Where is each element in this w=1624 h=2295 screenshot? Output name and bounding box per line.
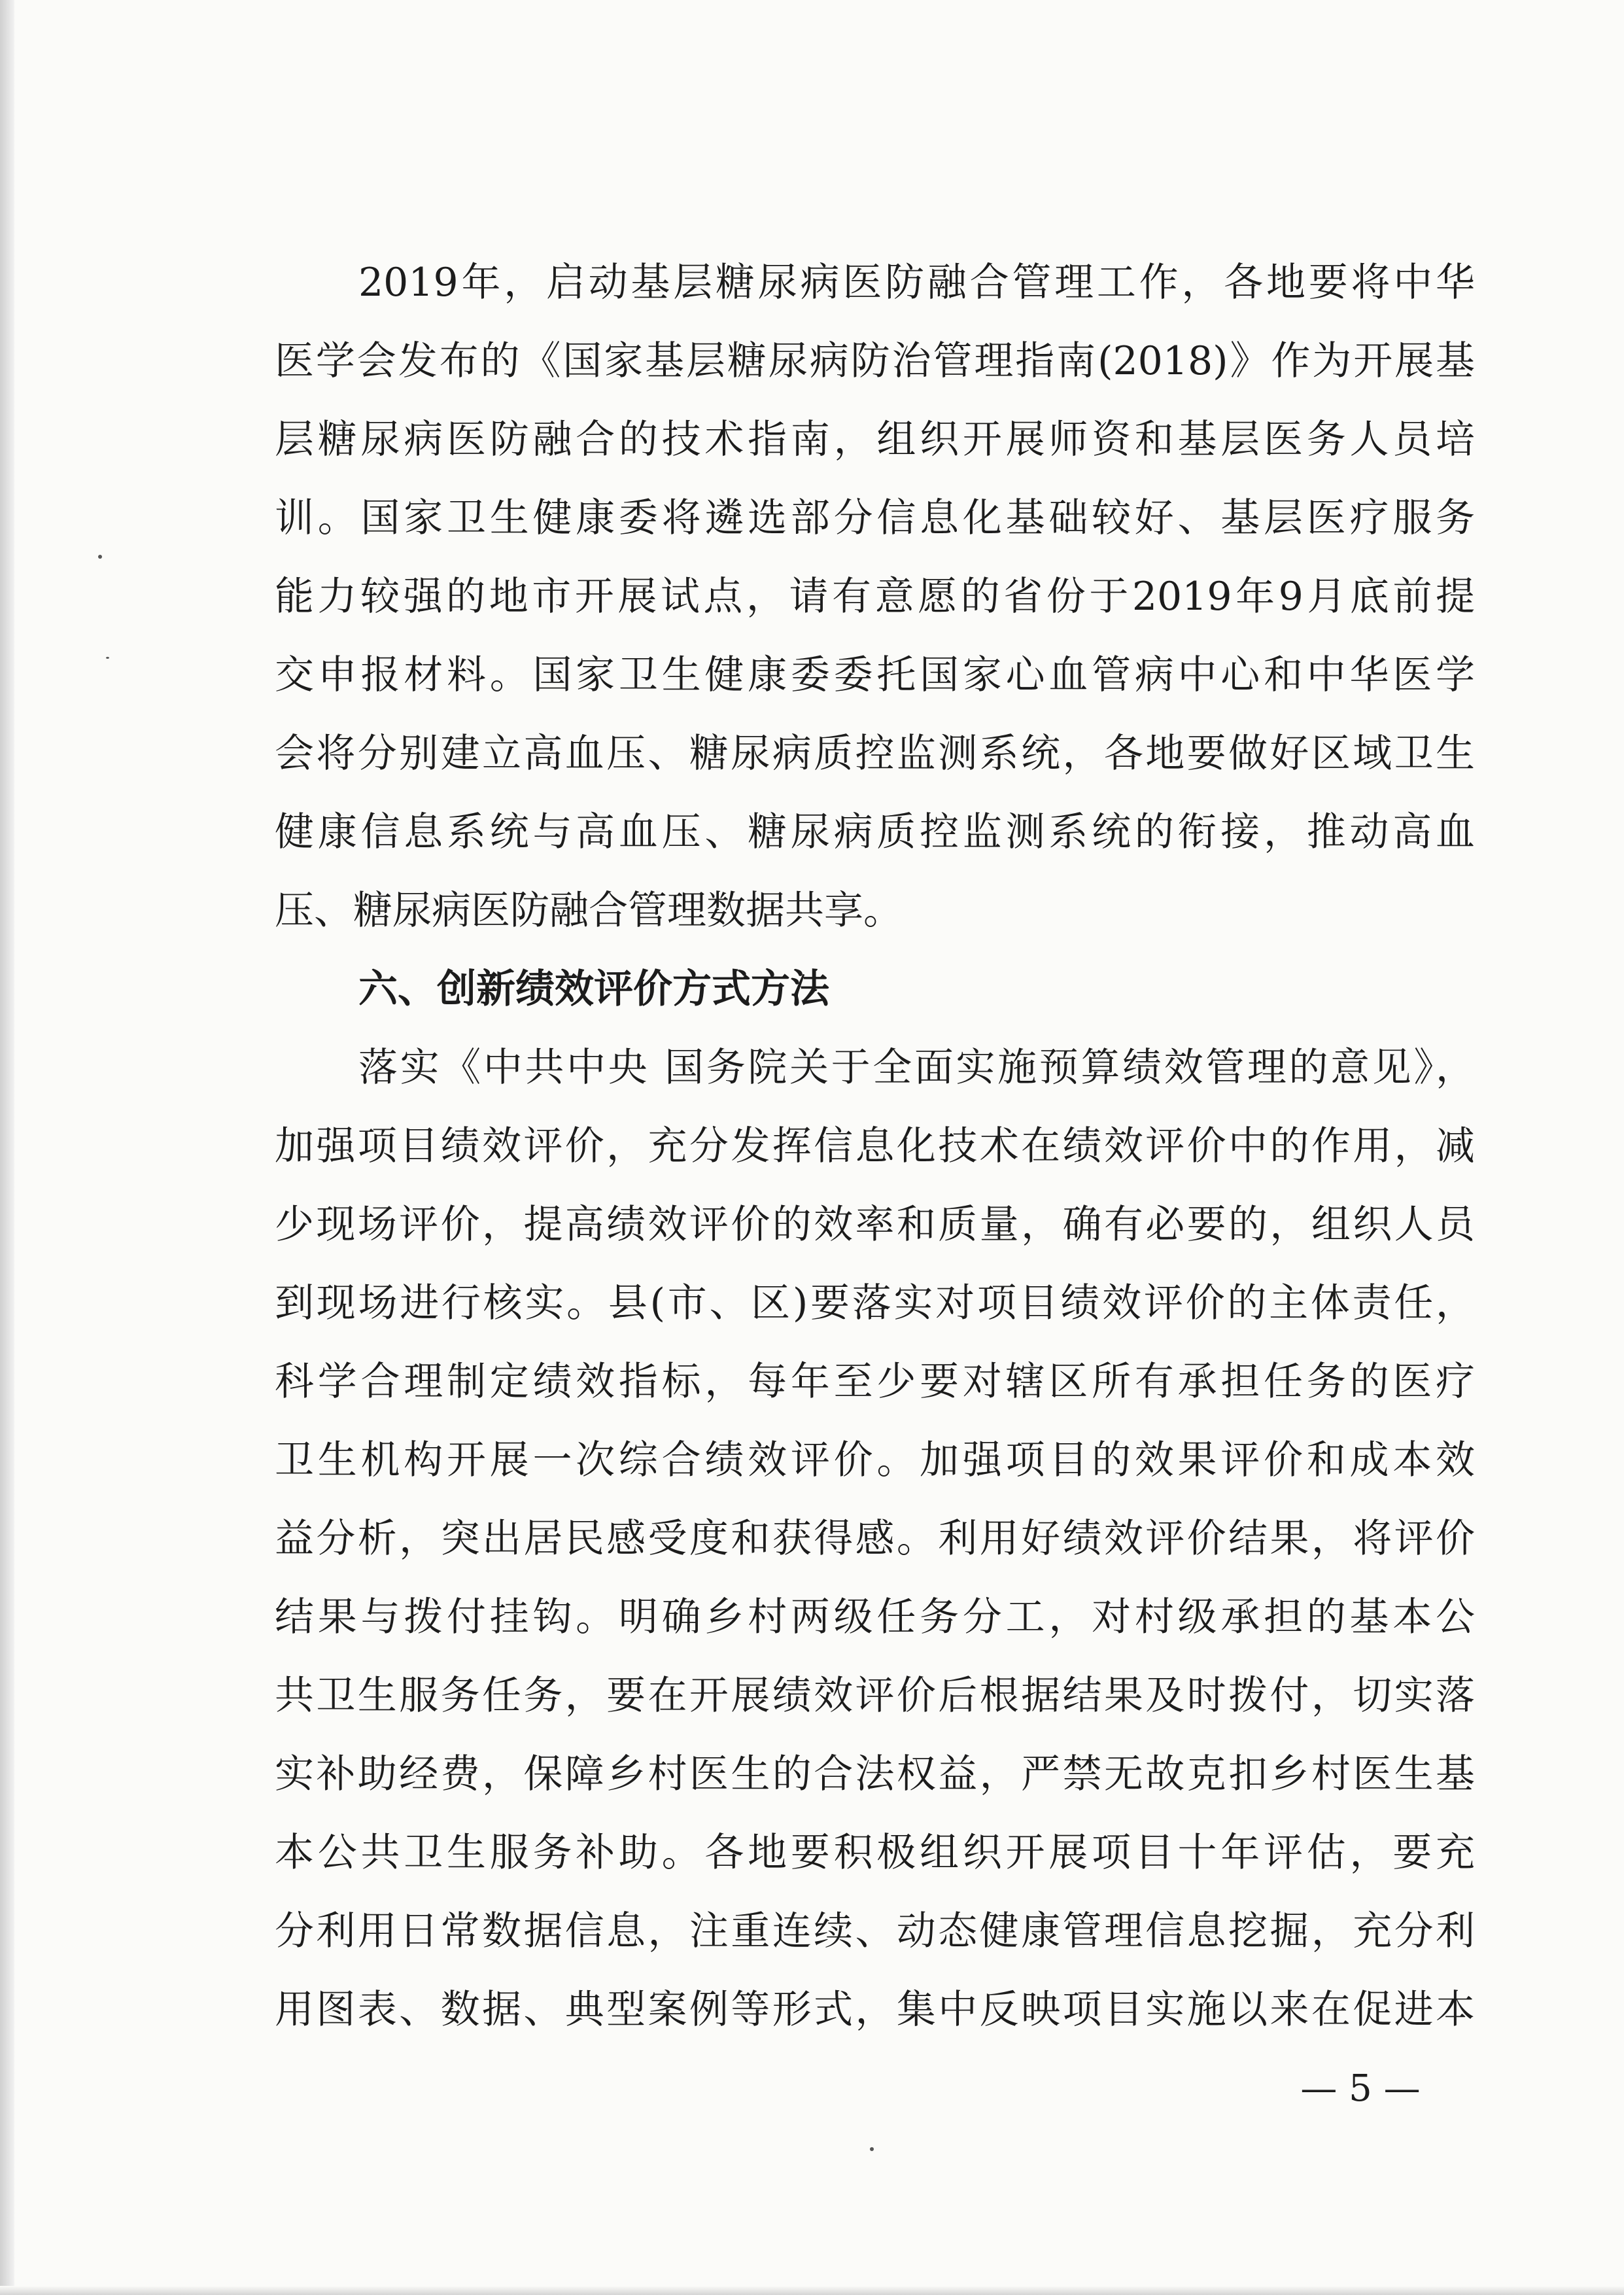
text-line: 医学会发布的《国家基层糖尿病防治管理指南(2018)》作为开展基 xyxy=(275,338,1475,384)
text-line: 实补助经费，保障乡村医生的合法权益，严禁无故克扣乡村医生基 xyxy=(275,1751,1475,1797)
text-line: 落实《中共中央 国务院关于全面实施预算绩效管理的意见》， xyxy=(358,1045,1475,1091)
text-line: 压、糖尿病医防融合管理数据共享。 xyxy=(275,888,903,934)
text-line: 共卫生服务任务，要在开展绩效评价后根据结果及时拨付，切实落 xyxy=(275,1673,1475,1719)
text-line: 交申报材料。国家卫生健康委委托国家心血管病中心和中华医学 xyxy=(275,652,1475,698)
text-line: 到现场进行核实。县(市、区)要落实对项目绩效评价的主体责任， xyxy=(275,1280,1475,1326)
text-line: 2019年，启动基层糖尿病医防融合管理工作，各地要将中华 xyxy=(358,260,1475,306)
text-line: 加强项目绩效评价，充分发挥信息化技术在绩效评价中的作用，减 xyxy=(275,1123,1475,1169)
page-number: — 5 — xyxy=(1300,2067,1421,2110)
scan-left-edge xyxy=(0,0,14,2295)
text-line: 用图表、数据、典型案例等形式，集中反映项目实施以来在促进本 xyxy=(275,1987,1475,2033)
text-line: 少现场评价，提高绩效评价的效率和质量，确有必要的，组织人员 xyxy=(275,1202,1475,1248)
text-line: 卫生机构开展一次综合绩效评价。加强项目的效果评价和成本效 xyxy=(275,1437,1475,1483)
scan-speck xyxy=(98,555,102,559)
text-line: 会将分别建立高血压、糖尿病质控监测系统，各地要做好区域卫生 xyxy=(275,731,1475,777)
scan-speck xyxy=(106,657,109,659)
text-line: 训。国家卫生健康委将遴选部分信息化基础较好、基层医疗服务 xyxy=(275,495,1475,541)
text-line: 本公共卫生服务补助。各地要积极组织开展项目十年评估，要充 xyxy=(275,1830,1475,1876)
scan-bottom-edge xyxy=(0,2286,1624,2295)
section-heading: 六、创新绩效评价方式方法 xyxy=(358,966,829,1012)
text-line: 分利用日常数据信息，注重连续、动态健康管理信息挖掘，充分利 xyxy=(275,1908,1475,1954)
text-line: 能力较强的地市开展试点，请有意愿的省份于2019年9月底前提 xyxy=(275,574,1475,620)
text-line: 健康信息系统与高血压、糖尿病质控监测系统的衔接，推动高血 xyxy=(275,809,1475,855)
text-line: 层糖尿病医防融合的技术指南，组织开展师资和基层医务人员培 xyxy=(275,417,1475,463)
text-line: 益分析，突出居民感受度和获得感。利用好绩效评价结果，将评价 xyxy=(275,1516,1475,1562)
text-line: 科学合理制定绩效指标，每年至少要对辖区所有承担任务的医疗 xyxy=(275,1359,1475,1405)
scan-speck xyxy=(870,2147,874,2151)
text-line: 结果与拨付挂钩。明确乡村两级任务分工，对村级承担的基本公 xyxy=(275,1594,1475,1640)
